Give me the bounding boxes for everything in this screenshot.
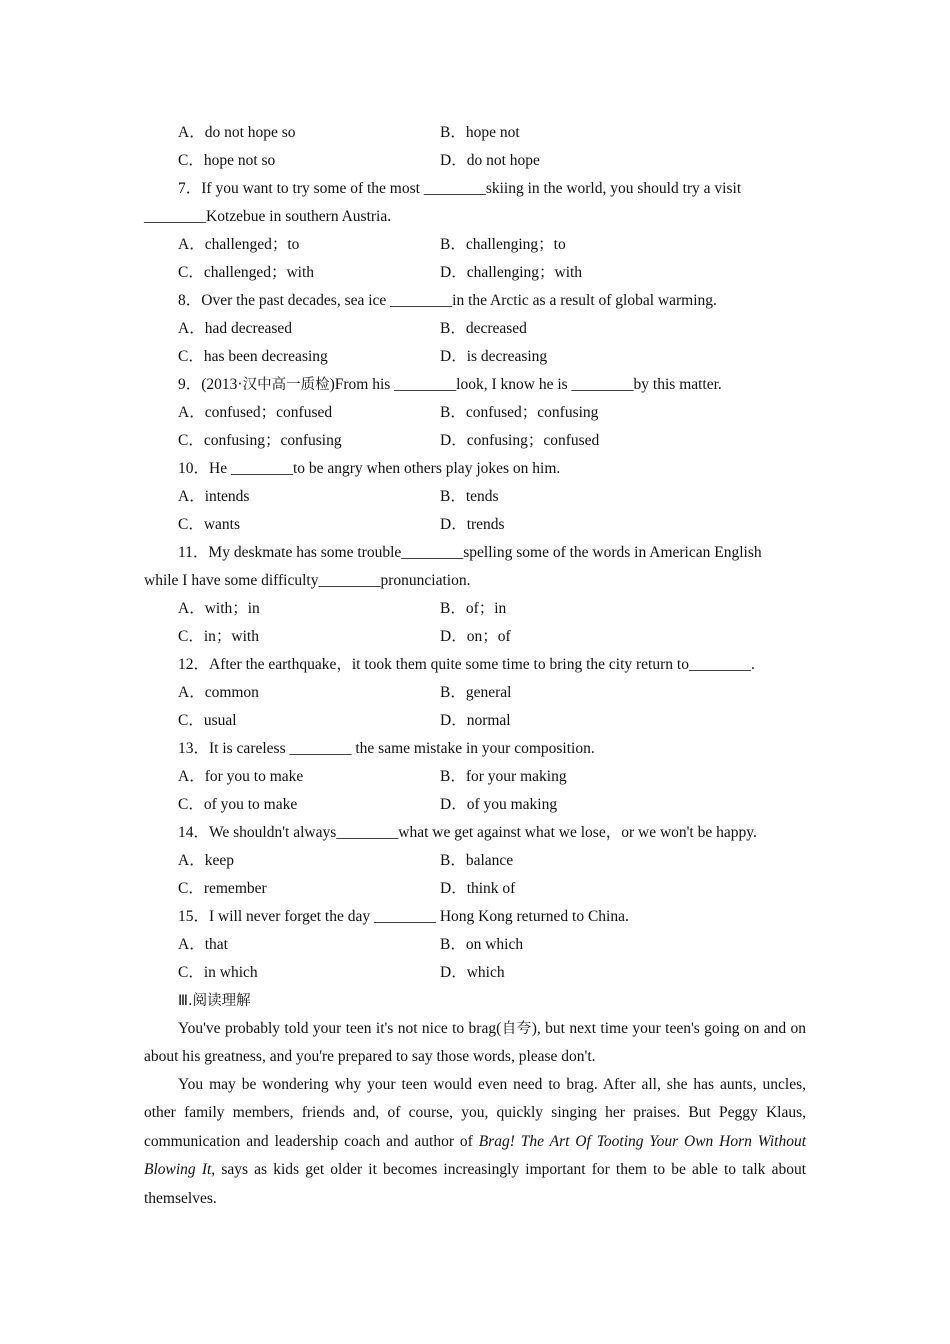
question-11-stem: 11．My deskmate has some trouble________spelling some of the words in American English [178,544,762,561]
option-row [144,595,806,623]
option-c: C．wants [178,516,241,533]
passage-p1-a: You've probably told your teen it's not nice to brag( [178,1020,502,1037]
option-a: A．for you to make [178,768,304,785]
option-b: B．balance [440,852,514,869]
option-c: C．usual [178,712,237,729]
option-row [144,623,806,651]
passage-paragraph-2 [144,1071,806,1213]
passage-paragraph-1 [144,1015,806,1071]
option-a: A．intends [178,488,250,505]
option-c: C．remember [178,880,267,897]
question-7-stem-cont: ________Kotzebue in southern Austria. [144,208,392,225]
option-row [144,231,806,259]
question-9-stem-pre: 9．(2013· [178,376,243,393]
option-a: A．keep [178,852,234,869]
option-row [144,875,806,903]
option-row [144,847,806,875]
option-b: B．for your making [440,768,567,785]
option-c: C．in；with [178,628,259,645]
option-a: A．confused；confused [178,404,333,421]
option-d: D．do not hope [440,152,540,169]
option-d: D．normal [440,712,511,729]
option-row [144,147,806,175]
option-c: C．hope not so [178,152,276,169]
question-9-source: 汉中高一质检 [242,377,330,393]
option-b: B．tends [440,488,499,505]
option-d: D．of you making [440,796,558,813]
option-row [144,707,806,735]
option-b: B．hope not [440,124,520,141]
option-b: B．confused；confusing [440,404,599,421]
option-b: B．on which [440,936,524,953]
option-c: C．confusing；confusing [178,432,342,449]
question-7-stem: 7．If you want to try some of the most ________skiing in the world, you should try a visit [178,180,742,197]
book-title: Brag! The Art Of Tooting Your Own Horn Without Blowing It [144,1132,806,1179]
option-b: B．challenging；to [440,236,566,253]
option-b: B．general [440,684,512,701]
option-a: A．with；in [178,600,260,617]
question-9-stem-post: )From his ________look, I know he is ________by this matter. [329,376,722,393]
question-8-stem: 8．Over the past decades, sea ice ________in the Arctic as a result of global warming. [178,292,717,309]
question-10-stem: 10．He ________to be angry when others play jokes on him. [178,460,561,477]
option-row [144,679,806,707]
option-row [144,511,806,539]
option-c: C．challenged；with [178,264,315,281]
option-row [144,343,806,371]
question-11-stem-cont: while I have some difficulty________pronunciation. [144,572,471,589]
section-heading: Ⅲ.阅读理解 [178,993,251,1009]
option-b: B．of；in [440,600,507,617]
option-d: D．confusing；confused [440,432,600,449]
question-9-stem [144,371,806,399]
passage-p1-b: ), but next time your teen's going on and on about his greatness, and you're prepared to say those words, please don't. [144,1020,806,1065]
passage-p2-b: , says as kids get older it becomes increasingly important for them to be able to talk about themselves. [144,1161,807,1207]
option-a: A．had decreased [178,320,293,337]
option-d: D．on；of [440,628,511,645]
question-12-stem: 12．After the earthquake，it took them quite some time to bring the city return to________. [178,656,755,673]
option-row [144,259,806,287]
document-page [144,119,806,1213]
option-a: A．do not hope so [178,124,296,141]
question-13-stem: 13．It is careless ________ the same mistake in your composition. [178,740,595,757]
option-row [144,427,806,455]
option-d: D．is decreasing [440,348,548,365]
option-d: D．challenging；with [440,264,583,281]
option-c: C．has been decreasing [178,348,328,365]
option-row [144,315,806,343]
option-row [144,791,806,819]
option-row [144,483,806,511]
option-c: C．of you to make [178,796,298,813]
option-c: C．in which [178,964,258,981]
question-14-stem: 14．We shouldn't always________what we get against what we lose，or we won't be happy. [178,824,757,841]
option-row [144,399,806,427]
option-b: B．decreased [440,320,527,337]
option-a: A．that [178,936,228,953]
passage-p1-gloss: 自夸 [501,1021,532,1037]
option-a: A．common [178,684,259,701]
option-row [144,119,806,147]
option-d: D．trends [440,516,505,533]
option-a: A．challenged；to [178,236,300,253]
option-d: D．which [440,964,505,981]
option-d: D．think of [440,880,516,897]
passage-p2-a: You may be wondering why your teen would even need to brag. After all, she has aunts, uncles, other family members, friends and, of course, you, quickly singing her praises. But Peggy Klaus, communication and leadership coach and author of [144,1076,806,1150]
option-row [144,931,806,959]
option-row [144,959,806,987]
option-row [144,763,806,791]
question-15-stem: 15．I will never forget the day ________ Hong Kong returned to China. [178,908,629,925]
